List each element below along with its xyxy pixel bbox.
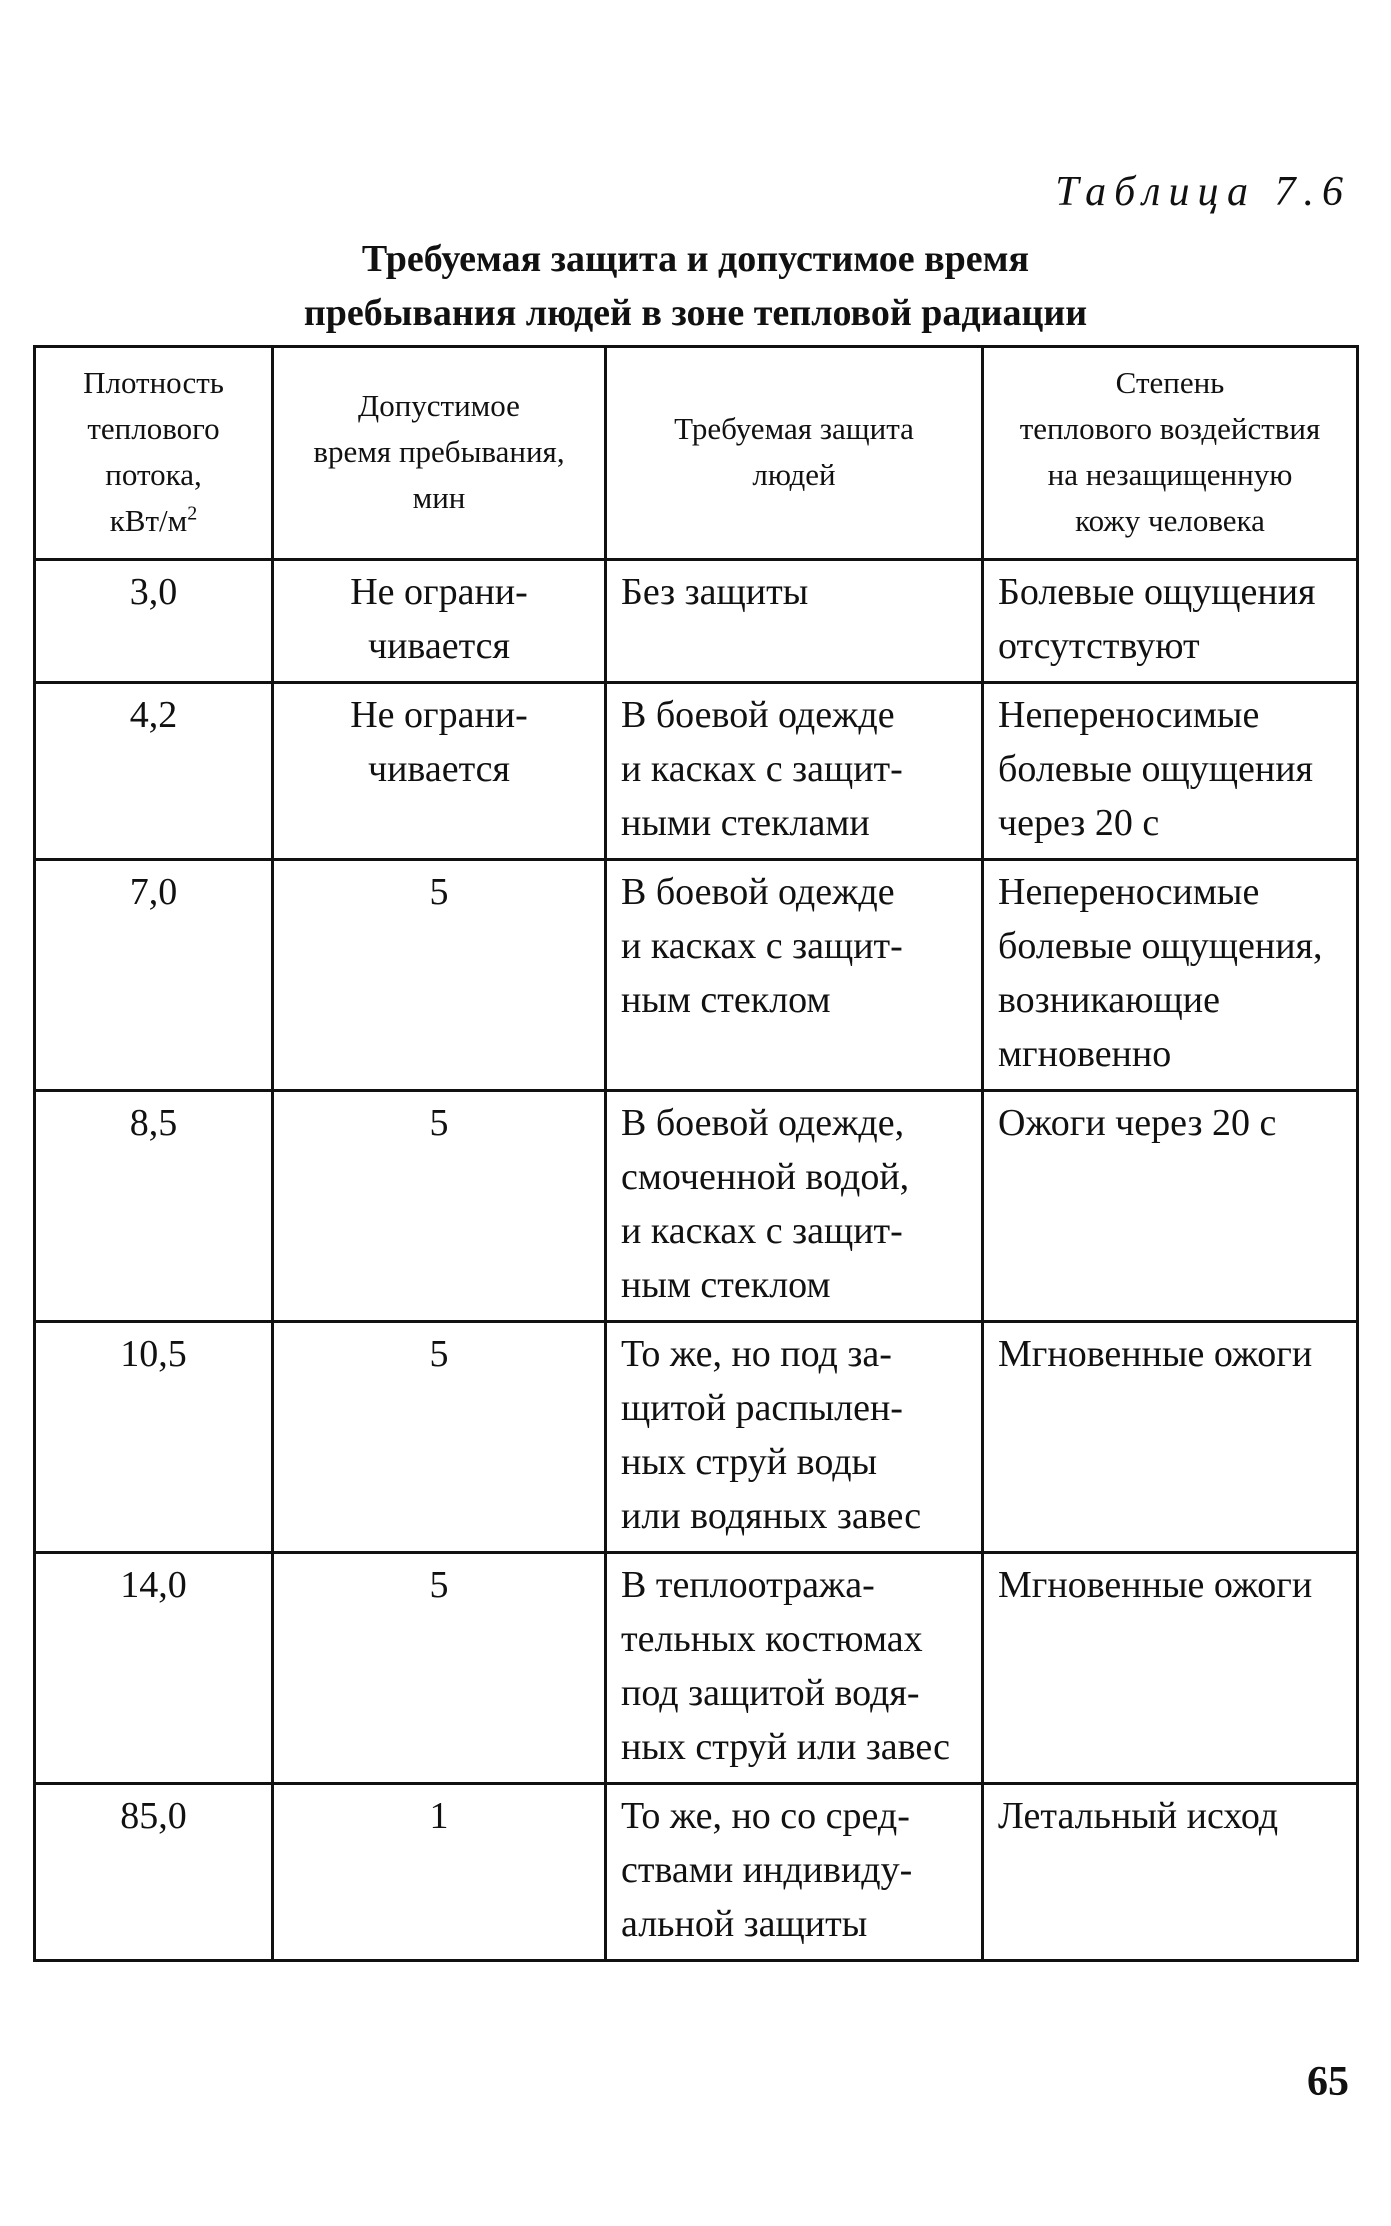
header-line: на незащищенную: [1047, 457, 1293, 492]
header-line: кожу человека: [1075, 503, 1265, 538]
table-title-line-1: Требуемая защита и допустимое время: [361, 238, 1030, 280]
cell-line: болевые ощущения: [998, 748, 1314, 790]
cell-heat-flux-density: 3,0: [35, 560, 273, 683]
cell-permissible-time: [273, 683, 606, 860]
cell-line: В боевой одежде: [621, 694, 895, 736]
cell-line: под защитой водя-: [621, 1672, 920, 1714]
table-title-line-2: пребывания людей в зоне тепловой радиации: [303, 292, 1088, 334]
table-row: [35, 683, 1358, 860]
cell-line: 5: [429, 871, 449, 913]
cell-line: 5: [429, 1333, 449, 1375]
cell-line: В боевой одежде,: [621, 1102, 905, 1144]
cell-line: Не ограни-: [350, 694, 528, 736]
cell-heat-effect: [983, 1784, 1358, 1961]
cell-line: В боевой одежде: [621, 871, 895, 913]
cell-line: и касках с защит-: [621, 748, 903, 790]
header-heat-flux-density: [35, 347, 273, 560]
cell-permissible-time: [273, 560, 606, 683]
cell-permissible-time: [273, 1091, 606, 1322]
cell-heat-flux-density: 7,0: [35, 860, 273, 1091]
cell-permissible-time: [273, 860, 606, 1091]
cell-heat-effect: [983, 683, 1358, 860]
table-row: [35, 1322, 1358, 1553]
cell-line: Летальный исход: [998, 1795, 1279, 1837]
cell-required-protection: [606, 1784, 983, 1961]
cell-line: возникающие: [998, 979, 1220, 1021]
cell-line: В теплоотража-: [621, 1564, 875, 1606]
cell-required-protection: [606, 683, 983, 860]
header-required-protection: [606, 347, 983, 560]
cell-required-protection: [606, 1553, 983, 1784]
cell-permissible-time: [273, 1784, 606, 1961]
cell-heat-effect: [983, 1322, 1358, 1553]
cell-line: болевые ощущения,: [998, 925, 1323, 967]
cell-line: или водяных завес: [621, 1495, 922, 1537]
cell-line: щитой распылен-: [621, 1387, 903, 1429]
cell-line: через 20 с: [998, 802, 1160, 844]
cell-line: отсутствуют: [998, 625, 1200, 667]
cell-required-protection: [606, 560, 983, 683]
header-permissible-time: [273, 347, 606, 560]
header-line: Плотность: [83, 365, 224, 400]
cell-required-protection: [606, 1091, 983, 1322]
cell-heat-effect: [983, 860, 1358, 1091]
cell-line: ствами индивиду-: [621, 1849, 913, 1891]
table-row: [35, 560, 1358, 683]
table-title: [0, 232, 1391, 340]
cell-line: 5: [429, 1102, 449, 1144]
table-row: [35, 860, 1358, 1091]
cell-heat-effect: [983, 1091, 1358, 1322]
cell-line: ным стеклом: [621, 1264, 831, 1306]
cell-line: Без защиты: [621, 571, 809, 613]
header-line: людей: [752, 457, 836, 492]
header-heat-effect-degree: [983, 347, 1358, 560]
header-line: [50, 498, 257, 544]
cell-line: Ожоги через 20 с: [998, 1102, 1277, 1144]
header-line: Допустимое: [358, 388, 520, 423]
cell-line: То же, но под за-: [621, 1333, 892, 1375]
cell-line: тельных костюмах: [621, 1618, 923, 1660]
cell-heat-flux-density: 8,5: [35, 1091, 273, 1322]
cell-line: Мгновенные ожоги: [998, 1564, 1313, 1606]
cell-line: ных струй воды: [621, 1441, 878, 1483]
cell-line: Мгновенные ожоги: [998, 1333, 1313, 1375]
cell-line: чивается: [367, 748, 511, 790]
cell-line: чивается: [367, 625, 511, 667]
header-row: [35, 347, 1358, 560]
header-line: мин: [412, 480, 466, 515]
cell-heat-flux-density: 14,0: [35, 1553, 273, 1784]
radiation-protection-table: [33, 345, 1359, 1962]
header-line: Степень: [1115, 365, 1225, 400]
cell-heat-effect: [983, 560, 1358, 683]
header-line: Требуемая защита: [674, 411, 914, 446]
cell-line: смоченной водой,: [621, 1156, 910, 1198]
header-line: потока,: [105, 457, 202, 492]
table-row: [35, 1091, 1358, 1322]
cell-heat-effect: [983, 1553, 1358, 1784]
cell-required-protection: [606, 860, 983, 1091]
cell-line: Непереносимые: [998, 694, 1260, 736]
cell-permissible-time: [273, 1322, 606, 1553]
cell-heat-flux-density: 4,2: [35, 683, 273, 860]
cell-required-protection: [606, 1322, 983, 1553]
table-row: [35, 1784, 1358, 1961]
page-number: 65: [1307, 2059, 1349, 2105]
cell-line: То же, но со сред-: [621, 1795, 910, 1837]
table-label: Таблица 7.6: [1055, 169, 1351, 215]
cell-line: Непереносимые: [998, 871, 1260, 913]
cell-line: мгновенно: [998, 1033, 1172, 1075]
cell-line: и касках с защит-: [621, 925, 903, 967]
cell-line: Не ограни-: [350, 571, 528, 613]
cell-line: 5: [429, 1564, 449, 1606]
cell-line: ным стеклом: [621, 979, 831, 1021]
header-line: теплового: [87, 411, 220, 446]
cell-line: альной защиты: [621, 1903, 868, 1945]
cell-line: и касках с защит-: [621, 1210, 903, 1252]
header-unit-exponent: 2: [187, 502, 198, 525]
cell-line: Болевые ощущения: [998, 571, 1316, 613]
header-line: теплового воздействия: [1019, 411, 1321, 446]
table-row: [35, 1553, 1358, 1784]
cell-heat-flux-density: 10,5: [35, 1322, 273, 1553]
cell-line: 1: [429, 1795, 449, 1837]
cell-heat-flux-density: 85,0: [35, 1784, 273, 1961]
header-unit: кВт/м: [109, 503, 188, 538]
cell-line: ными стеклами: [621, 802, 870, 844]
cell-line: ных струй или завес: [621, 1726, 951, 1768]
cell-permissible-time: [273, 1553, 606, 1784]
header-line: время пребывания,: [313, 434, 565, 469]
